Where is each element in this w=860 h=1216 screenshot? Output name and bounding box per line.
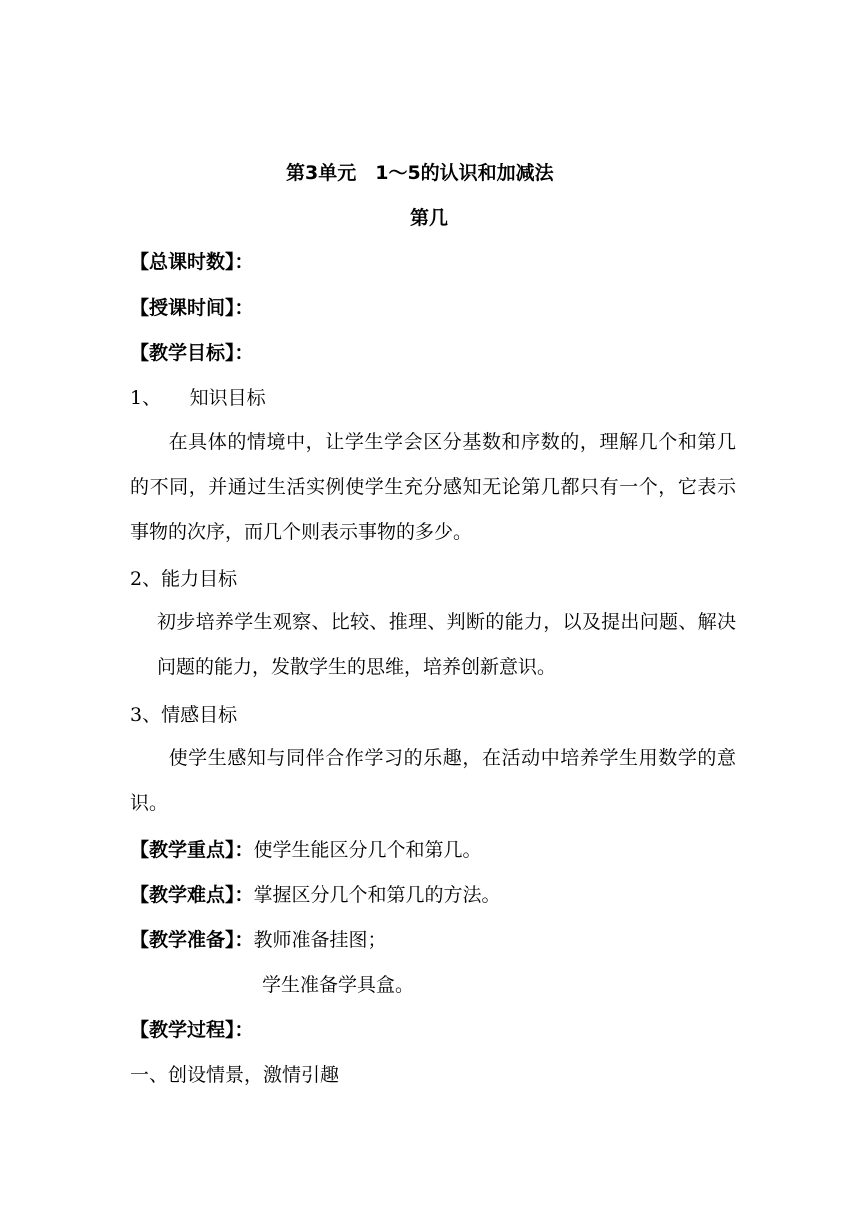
objective-1-text: 在具体的情境中，让学生学会区分基数和序数的，理解几个和第几的不同，并通过生活实例使学生充分感知无论第几都只有一个，它表示事物的次序，而几个则表示事物的多少。 <box>130 431 736 543</box>
preparation-label: 【教学准备】： <box>130 929 254 951</box>
preparation-text-student: 学生准备学具盒。 <box>262 974 415 996</box>
difficulty-text: 掌握区分几个和第几的方法。 <box>253 884 501 906</box>
key-point-text: 使学生能区分几个和第几。 <box>253 839 482 861</box>
key-point-label: 【教学重点】： <box>130 839 254 861</box>
difficulty-label: 【教学难点】： <box>130 884 254 906</box>
document-title: 第3单元 1～5的认识和加减法 <box>286 162 554 184</box>
process-label: 【教学过程】： <box>130 1019 254 1041</box>
lesson-subtitle: 第几 <box>410 207 449 229</box>
objectives-label: 【教学目标】： <box>130 342 254 364</box>
objective-3-text: 使学生感知与同伴合作学习的乐趣，在活动中培养学生用数学的意识。 <box>130 747 736 814</box>
preparation-row <box>130 928 387 952</box>
difficulty-row <box>130 883 501 907</box>
total-hours-label: 【总课时数】： <box>130 251 254 273</box>
preparation-text-teacher: 教师准备挂图； <box>253 929 387 951</box>
teaching-time-label: 【授课时间】： <box>130 297 254 319</box>
key-point-row <box>130 838 482 862</box>
objective-1-heading: 1、 知识目标 <box>130 387 266 409</box>
objective-2-text: 初步培养学生观察、比较、推理、判断的能力，以及提出问题、解决问题的能力，发散学生的思维，培养创新意识。 <box>157 611 736 678</box>
process-step-1: 一、创设情景，激情引趣 <box>130 1064 340 1086</box>
objective-3-heading: 3、情感目标 <box>130 704 238 726</box>
objective-2-heading: 2、能力目标 <box>130 568 238 590</box>
